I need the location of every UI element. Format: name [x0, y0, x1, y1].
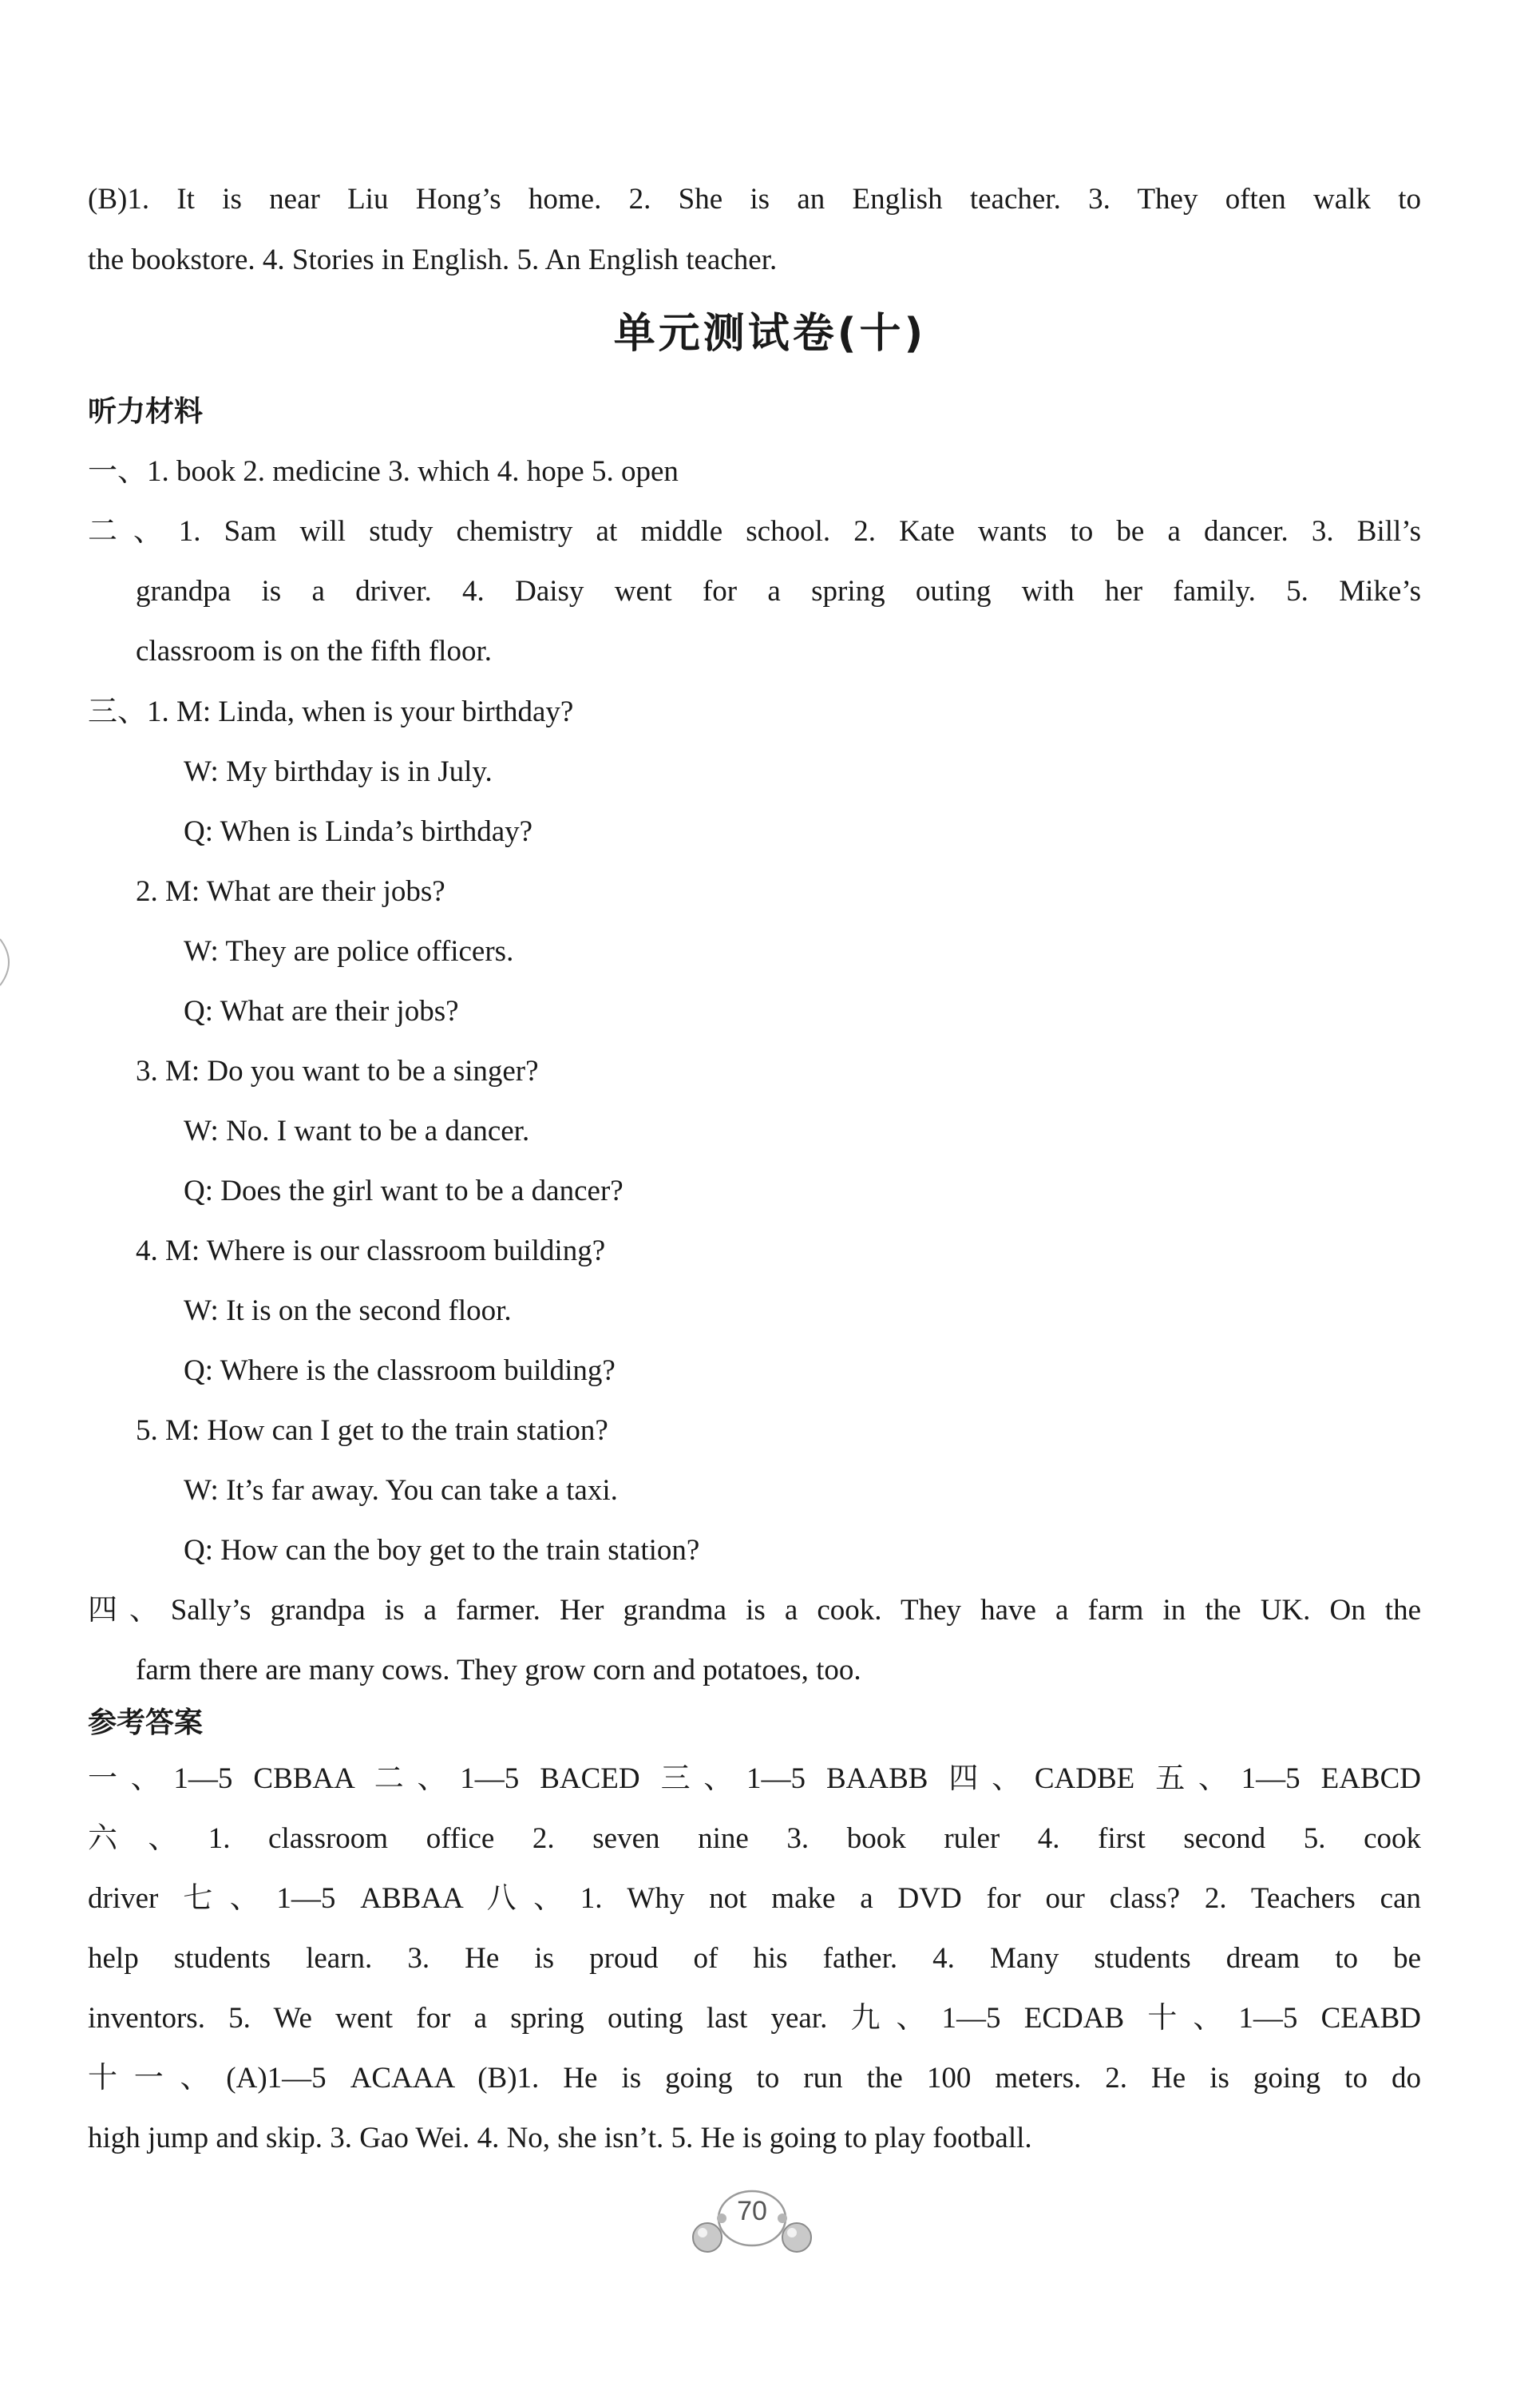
dialogue-2-w: W: They are police officers. — [184, 935, 514, 968]
answers-line-3: driver 七、1—5 ABBAA 八、1. Why not make a DVD for our class? 2. Teachers can — [88, 1882, 1421, 1915]
dialogue-3-w: W: No. I want to be a dancer. — [184, 1115, 530, 1147]
answers-line-1: 一、1—5 CBBAA 二、1—5 BACED 三、1—5 BAABB 四、CADBE 五、1—5 EABCD — [88, 1762, 1421, 1795]
answers-line-5: inventors. 5. We went for a spring outing last year. 九、1—5 ECDAB 十、1—5 CEABD — [88, 2002, 1421, 2035]
page-title: 单元测试卷(十) — [613, 310, 927, 358]
answers-line-4: help students learn. 3. He is proud of his father. 4. Many students dream to be — [88, 1942, 1421, 1975]
answers-line-7: high jump and skip. 3. Gao Wei. 4. No, she isn’t. 5. He is going to play football. — [88, 2122, 1032, 2154]
dialogue-3-m: 3. M: Do you want to be a singer? — [136, 1055, 539, 1088]
dialogue-5-m: 5. M: How can I get to the train station? — [136, 1414, 608, 1447]
listening-part1: 一、1. book 2. medicine 3. which 4. hope 5. open — [88, 455, 679, 488]
listening-part4-line2: farm there are many cows. They grow corn and potatoes, too. — [136, 1654, 861, 1686]
listening-part2-line1: 二、1. Sam will study chemistry at middle school. 2. Kate wants to be a dancer. 3. Bill’s — [88, 515, 1421, 548]
answers-line-2: 六、1. classroom office 2. seven nine 3. book ruler 4. first second 5. cook — [88, 1822, 1421, 1855]
dialogue-1-w: W: My birthday is in July. — [184, 755, 493, 788]
dialogue-4-q: Q: Where is the classroom building? — [184, 1354, 616, 1387]
dialogue-4-w: W: It is on the second floor. — [184, 1294, 512, 1327]
dialogue-1-q: Q: When is Linda’s birthday? — [184, 815, 533, 848]
listening-heading: 听力材料 — [88, 395, 204, 428]
dialogue-2-m: 2. M: What are their jobs? — [136, 875, 445, 908]
dialogue-1-m: 三、1. M: Linda, when is your birthday? — [88, 696, 574, 728]
listening-part2-line3: classroom is on the fifth floor. — [136, 635, 492, 668]
dialogue-3-q: Q: Does the girl want to be a dancer? — [184, 1175, 624, 1207]
answers-line-6: 十一、(A)1—5 ACAAA (B)1. He is going to run the 100 meters. 2. He is going to do — [88, 2062, 1421, 2095]
listening-part4-line1: 四、Sally’s grandpa is a farmer. Her grandma is a cook. They have a farm in the UK. On the — [88, 1594, 1421, 1627]
page-number-badge — [690, 2186, 814, 2257]
intro-line-2: the bookstore. 4. Stories in English. 5. An English teacher. — [88, 244, 778, 276]
dialogue-5-w: W: It’s far away. You can take a taxi. — [184, 1474, 618, 1507]
dialogue-4-m: 4. M: Where is our classroom building? — [136, 1235, 606, 1267]
binding-edge-mark-icon — [0, 934, 19, 990]
listening-part2-line2: grandpa is a driver. 4. Daisy went for a spring outing with her family. 5. Mike’s — [136, 575, 1421, 608]
dialogue-5-q: Q: How can the boy get to the train station? — [184, 1534, 700, 1567]
page-number: 70 — [737, 2196, 767, 2226]
intro-line-1: (B)1. It is near Liu Hong’s home. 2. She is an English teacher. 3. They often walk to — [88, 183, 1421, 216]
dialogue-2-q: Q: What are their jobs? — [184, 995, 459, 1028]
answers-heading: 参考答案 — [88, 1706, 204, 1739]
